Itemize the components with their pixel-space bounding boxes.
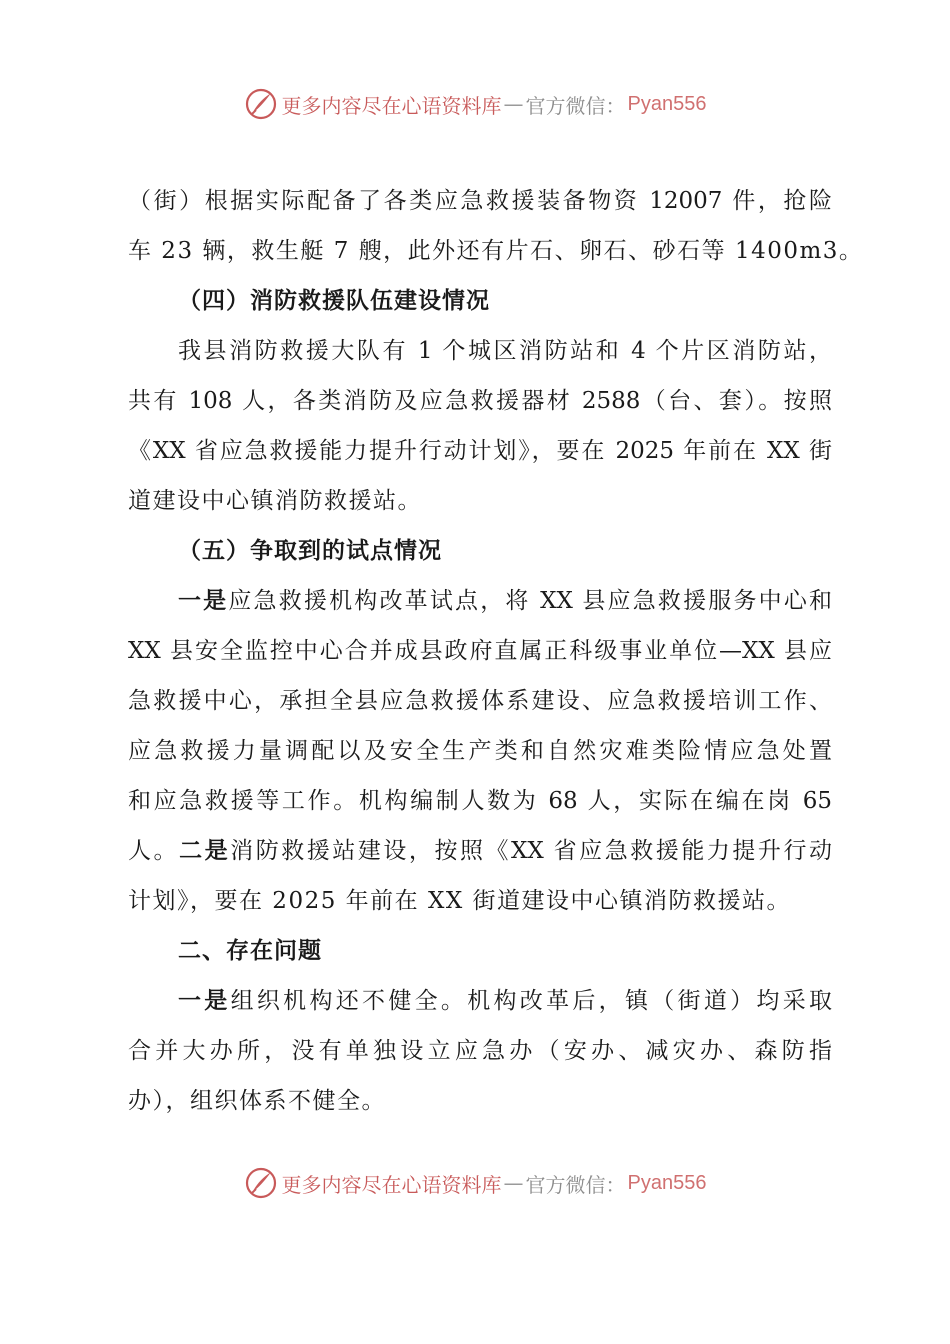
bold-lead-text: 二是: [179, 838, 231, 864]
line-text: 和应急救援等工作。机构编制人数为 68 人，实际在编在岗 65: [128, 788, 832, 814]
line-text: 应急救援力量调配以及安全生产类和自然灾难类险情应急处置: [128, 738, 832, 764]
text-line: [128, 576, 832, 626]
bold-lead-text: 一是: [178, 988, 231, 1014]
text-line: [128, 976, 832, 1026]
text-line: [128, 1076, 832, 1126]
watermark-wechat-id: Pyan556: [627, 92, 707, 115]
line-text: （街）根据实际配备了各类应急救援装备物资 12007 件，抢险: [128, 188, 832, 214]
text-line: [128, 226, 864, 276]
watermark-separator: —: [503, 1171, 524, 1195]
line-text: 《XX 省应急救援能力提升行动计划》，要在 2025 年前在 XX 街: [128, 438, 832, 464]
quill-logo-icon: [244, 87, 278, 121]
header-watermark: [0, 84, 950, 124]
footer-watermark: [0, 1163, 950, 1203]
line-text: 组织机构还不健全。机构改革后，镇（街道）均采取: [230, 988, 833, 1014]
text-line: [128, 326, 832, 376]
line-text: （四）消防救援队伍建设情况: [178, 288, 490, 314]
section-heading: [128, 526, 832, 576]
watermark-main-text: 更多内容尽在心语资料库: [281, 1172, 502, 1197]
watermark-sub-text: 官方微信：: [525, 93, 626, 118]
line-text: 合并大办所，没有单独设立应急办（安办、减灾办、森防指: [128, 1038, 832, 1064]
line-text: 急救援中心，承担全县应急救援体系建设、应急救援培训工作、: [128, 688, 832, 714]
line-text: 二、存在问题: [178, 938, 322, 964]
line-text: （五）争取到的试点情况: [178, 538, 442, 564]
line-text: 我县消防救援大队有 1 个城区消防站和 4 个片区消防站，: [178, 338, 832, 364]
document-body: [128, 176, 864, 1126]
text-line: [128, 726, 832, 776]
line-text: 道建设中心镇消防救援站。: [128, 488, 422, 514]
text-line: [128, 426, 832, 476]
line-text: 办），组织体系不健全。: [128, 1088, 386, 1114]
text-line: [128, 776, 832, 826]
text-line: [128, 176, 832, 226]
text-line: [128, 476, 832, 526]
line-text: 人。: [128, 838, 180, 864]
text-line: [128, 826, 832, 876]
text-line: [128, 376, 832, 426]
section-heading: [128, 926, 832, 976]
watermark-wechat-id: Pyan556: [627, 1171, 707, 1194]
line-text: 应急救援机构改革试点，将 XX 县应急救援服务中心和: [228, 588, 833, 614]
text-line: [128, 626, 832, 676]
watermark-main-text: 更多内容尽在心语资料库: [281, 93, 502, 118]
section-heading: [128, 276, 832, 326]
quill-logo-icon: [244, 1166, 278, 1200]
line-text: 车 23 辆，救生艇 7 艘，此外还有片石、卵石、砂石等 1400m3。: [128, 238, 864, 264]
watermark-sub-text: 官方微信：: [525, 1172, 626, 1197]
bold-lead-text: 一是: [178, 588, 229, 614]
line-text: 计划》，要在 2025 年前在 XX 街道建设中心镇消防救援站。: [128, 888, 792, 914]
text-line: [128, 1026, 832, 1076]
text-line: [128, 676, 832, 726]
line-text: 共有 108 人，各类消防及应急救援器材 2588（台、套）。按照: [128, 388, 832, 414]
line-text: XX 县安全监控中心合并成县政府直属正科级事业单位—XX 县应: [128, 638, 832, 664]
text-line: [128, 876, 832, 926]
watermark-separator: —: [503, 92, 524, 116]
line-text: 消防救援站建设，按照《XX 省应急救援能力提升行动: [230, 838, 833, 864]
